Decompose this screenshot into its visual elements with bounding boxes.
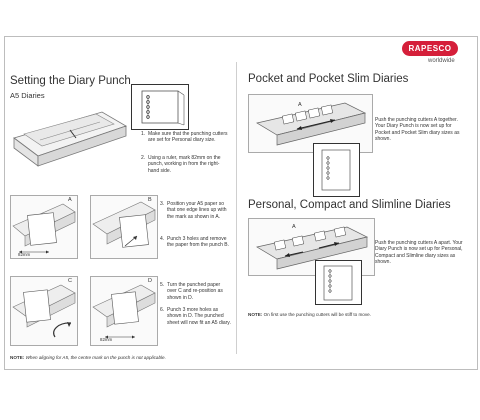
pocket-section-title: Pocket and Pocket Slim Diaries: [248, 73, 409, 85]
left-title: Setting the Diary Punch: [10, 75, 131, 87]
panel-a-dimension: 82mm: [18, 252, 31, 257]
column-divider: [236, 62, 237, 354]
step3-number: 3.: [160, 201, 165, 207]
step6-number: 6.: [160, 307, 165, 313]
pocket-cutter-label: A: [298, 102, 302, 108]
step2-number: 2.: [141, 155, 146, 161]
right-note: [248, 312, 371, 317]
rapesco-logo: [402, 41, 472, 65]
step1-number: 1.: [141, 131, 146, 137]
left-subtitle: A5 Diaries: [10, 91, 45, 100]
pocket-diary-page: [313, 143, 360, 197]
step2-text: Using a ruler, mark 82mm on the punch, working in from the right-hand side.: [148, 155, 221, 174]
panel-d-dimension: 82mm: [100, 337, 113, 342]
diary-page-diagram: [131, 84, 189, 130]
personal-cutter-label: A: [292, 224, 296, 230]
right-note-label: NOTE:: [248, 312, 263, 317]
personal-diary-page: [315, 260, 362, 305]
left-note-text: When aligning for A5, the centre mark on the punch is not applicable.: [25, 355, 166, 360]
panel-a-label: A: [68, 197, 72, 203]
panel-d-illustration: [90, 276, 158, 346]
panel-c-illustration: [10, 276, 78, 346]
step5-number: 5.: [160, 282, 165, 288]
logo-badge: RAPESCO: [402, 41, 458, 56]
right-note-text: On first use the punching cutters will be stiff to move.: [263, 312, 371, 317]
step6-text: Punch 3 more holes as shown in D. The punched sheet will now fit an A5 diary.: [167, 307, 231, 326]
pocket-section-text: Push the punching cutters A together. Your Diary Punch is now set up for Pocket and Pocket Slim diary sizes as shown.: [375, 117, 460, 143]
logo-subtitle: worldwide: [428, 58, 455, 64]
left-note: [10, 355, 166, 360]
panel-c-label: C: [68, 278, 72, 284]
step4-text: Punch 3 holes and remove the paper from the punch B.: [167, 236, 229, 249]
panel-b-illustration: [90, 195, 158, 259]
diary-punch-illustration: [10, 100, 134, 184]
personal-section-title: Personal, Compact and Slimline Diaries: [248, 199, 451, 211]
panel-b-label: B: [148, 197, 152, 203]
step5-text: Turn the punched paper over C and re-position as shown in D.: [167, 282, 223, 301]
personal-section-text: Push the punching cutters A apart. Your Diary Punch is now set up for Personal, Compact and Slimline diary sizes as shown.: [375, 240, 463, 266]
panel-a-illustration: [10, 195, 78, 259]
step1-text: Make sure that the punching cutters are set for Personal diary size.: [148, 131, 228, 144]
left-note-label: NOTE:: [10, 355, 25, 360]
step3-text: Position your A5 paper so that one edge lines up with the mark as shown in A.: [167, 201, 227, 220]
panel-d-label: D: [148, 278, 152, 284]
step4-number: 4.: [160, 236, 165, 242]
